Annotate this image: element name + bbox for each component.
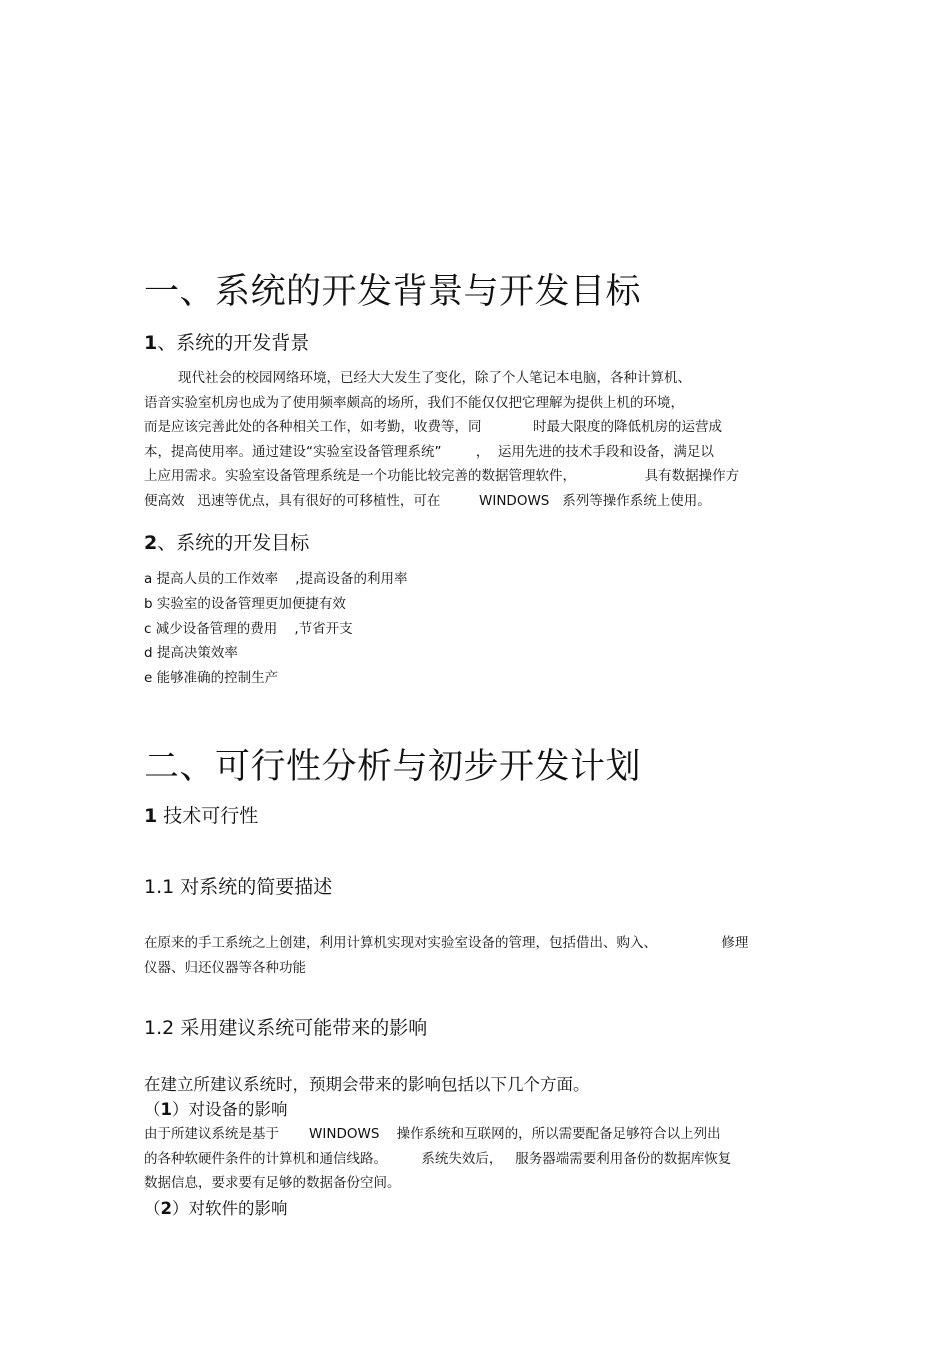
goal-item-a: a 提高人员的工作效率 ,提高设备的利用率 (144, 571, 408, 587)
section2-sub1-num: 1 (144, 805, 158, 827)
impact1-title: ）对设备的影响 (171, 1100, 288, 1119)
impact1-paragraph (144, 1122, 731, 1196)
paragraph-line: 上应用需求。实验室设备管理系统是一个功能比较完善的数据管理软件， 具有数据操作方 (144, 468, 740, 484)
section1-sub1-num: 1 (144, 332, 158, 354)
paragraph-line: 本，提高使用率。通过建设“实验室设备管理系统” ， 运用先进的技术手段和设备，满足以 (144, 443, 714, 460)
impact1-num: 1 (160, 1100, 172, 1119)
section1-sub1-paragraph (144, 366, 739, 513)
section1-sub2-title: 、系统的开发目标 (157, 532, 310, 554)
paragraph-line: 数据信息，要求要有足够的数据备份空间。 (144, 1175, 401, 1191)
section1-sub1-heading (144, 330, 309, 356)
impact1-heading (144, 1097, 287, 1123)
section2-sub11-paragraph (144, 931, 748, 980)
impact2-open: （ (144, 1199, 161, 1218)
paragraph-line: 而是应该完善此处的各种相关工作，如考勤，收费等，同 时最大限度的降低机房的运营成 (144, 419, 722, 435)
section2-sub12-heading: 1.2 采用建议系统可能带来的影响 (144, 1017, 428, 1039)
goal-item-d: d 提高决策效率 (144, 645, 238, 661)
paragraph-line: 语音实验室机房也成为了使用频率颇高的场所，我们不能仅仅把它理解为提供上机的环境， (144, 394, 684, 411)
impact2-title: ）对软件的影响 (171, 1199, 288, 1218)
section1-sub1-title: 、系统的开发背景 (157, 332, 310, 354)
paragraph-line: 现代社会的校园网络环境，已经大大发生了变化，除了个人笔记本电脑，各种计算机、 (178, 370, 691, 386)
impact2-num: 2 (160, 1199, 172, 1218)
paragraph-line: 由于所建议系统是基于 WINDOWS 操作系统和互联网的，所以需要配备足够符合以上列出 (144, 1126, 721, 1142)
impact2-heading (144, 1196, 287, 1222)
section1-sub2-num: 2 (144, 532, 158, 554)
paragraph-line: 的各种软硬件条件的计算机和通信线路。 系统失效后， 服务器端需要利用备份的数据库恢复 (144, 1150, 732, 1167)
section2-title: 二、可行性分析与初步开发计划 (144, 747, 642, 787)
goal-item-e: e 能够准确的控制生产 (144, 670, 279, 686)
goal-item-c: c 减少设备管理的费用 ,节省开支 (144, 621, 353, 637)
goal-item-b: b 实验室的设备管理更加便捷有效 (144, 596, 346, 612)
paragraph-line: 便高效 迅速等优点，具有很好的可移植性，可在 WINDOWS 系列等操作系统上使用。 (144, 492, 711, 509)
section2-sub11-heading: 1.1 对系统的简要描述 (144, 876, 333, 898)
section2-sub12-intro: 在建立所建议系统时，预期会带来的影响包括以下几个方面。 (144, 1075, 590, 1094)
section1-title: 一、系统的开发背景与开发目标 (144, 272, 642, 312)
paragraph-line: 仪器、归还仪器等各种功能 (144, 959, 306, 976)
paragraph-line: 在原来的手工系统之上创建，利用计算机实现对实验室设备的管理，包括借出、购入、 修理 (144, 935, 749, 951)
section1-sub2-heading (144, 530, 309, 556)
section2-sub1-heading (144, 803, 258, 829)
section2-sub1-title: 技术可行性 (157, 805, 259, 827)
impact1-open: （ (144, 1100, 161, 1119)
